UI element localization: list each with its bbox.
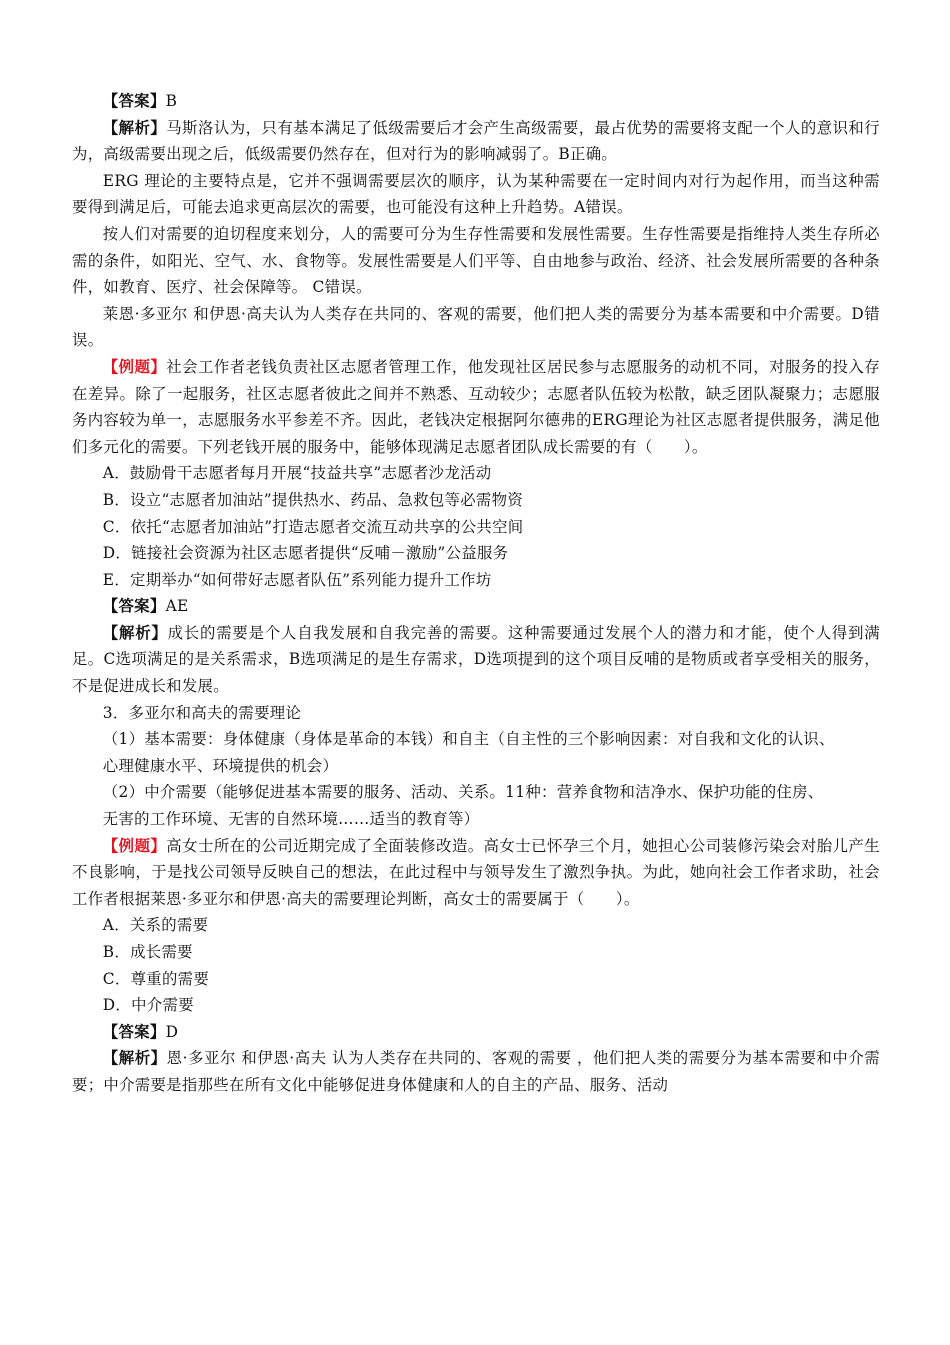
answer-value: D bbox=[165, 1022, 179, 1041]
example-1-stem bbox=[72, 354, 880, 460]
example-2-text: 高女士所在的公司近期完成了全面装修改造。高女士已怀孕三个月，她担心公司装修污染会对胎儿产生不良影响，于是找公司领导反映自己的想法，在此过程中与领导发生了激烈争执。为此，她向社会工作者求助，社会工作者根据莱恩·多亚尔和伊恩·高夫的需要理论判断，高女士的需要属于（ ）。 bbox=[72, 836, 880, 908]
analysis-text: 成长的需要是个人自我发展和自我完善的需要。这种需要通过发展个人的潜力和才能，使个人得到满足。C选项满足的是关系需求，B选项满足的是生存需求，D选项提到的这个项目反哺的是物质或者享受相关的服务，不是促进成长和发展。 bbox=[72, 623, 880, 696]
example-1-option-e: E．定期举办“如何带好志愿者队伍”系列能力提升工作坊 bbox=[102, 570, 492, 589]
example-1-option-d: D．链接社会资源为社区志愿者提供“反哺－激励”公益服务 bbox=[102, 544, 509, 563]
need-urgency-paragraph: 按人们对需要的迫切程度来划分，人的需要可分为生存性需要和发展性需要。生存性需要是指维持人类生存所必需的条件，如阳光、空气、水、食物等。发展性需要是人们平等、自由地参与政治、经济、社会发展所需要的各种条件，如教育、医疗、社会保障等。 C错误。 bbox=[72, 224, 880, 297]
example-1-option-c: C．依托“志愿者加油站”打造志愿者交流互动共享的公共空间 bbox=[102, 517, 524, 536]
analysis-paragraph-2 bbox=[72, 620, 880, 700]
doyal-gough-paragraph: 莱恩·多亚尔 和伊恩·高夫认为人类存在共同的、客观的需要，他们把人类的需要分为基本需要和中介需要。D错误。 bbox=[72, 304, 880, 350]
example-2-option-c: C．尊重的需要 bbox=[102, 969, 210, 988]
answer-value: AE bbox=[165, 597, 189, 616]
section-3-item-1: （1）基本需要：身体健康（身体是革命的本钱）和自主（自主性的三个影响因素：对自我和文化的认识、 bbox=[102, 730, 835, 749]
example-1-text: 社会工作者老钱负责社区志愿者管理工作，他发现社区居民参与志愿服务的动机不同，对服务的投入存在差异。除了一起服务，社区志愿者彼此之间并不熟悉、互动较少；志愿者队伍较为松散，缺乏团队凝聚力；志愿服务内容较为单一，志愿服务水平参差不齐。因此，老钱决定根据阿尔德弗的ERG理论为社区志愿者提供服务，满足他们多元化的需要。下列老钱开展的服务中，能够体现满足志愿者团队成长需要的有（ ）。 bbox=[72, 357, 880, 456]
analysis-paragraph-1 bbox=[72, 115, 880, 168]
analysis-label: 【解析】 bbox=[102, 1049, 167, 1068]
section-3-heading: 3．多亚尔和高夫的需要理论 bbox=[102, 703, 302, 722]
answer-label: 【答案】 bbox=[102, 92, 166, 110]
erg-paragraph: ERG 理论的主要特点是，它并不强调需要层次的顺序，认为某种需要在一定时间内对行为起作用，而当这种需要得到满足后，可能去追求更高层次的需要，也可能没有这种上升趋势。A错误。 bbox=[72, 171, 880, 217]
example-2-option-a: A．关系的需要 bbox=[102, 916, 209, 935]
section-3-item-2-cont: 无害的工作环境、无害的自然环境……适当的教育等） bbox=[102, 810, 480, 829]
analysis-text: 恩·多亚尔 和伊恩·高夫 认为人类存在共同的、客观的需要 ，他们把人类的需要分为基本需要和中介需要；中介需要是指那些在所有文化中能够促进身体健康和人的自主的产品、服务、活动 bbox=[72, 1049, 880, 1094]
answer-line-2 bbox=[72, 593, 880, 620]
example-1-option-b: B．设立“志愿者加油站”提供热水、药品、急救包等必需物资 bbox=[102, 490, 524, 509]
analysis-paragraph-3 bbox=[72, 1045, 880, 1098]
section-3-item-1-cont: 心理健康水平、环境提供的机会） bbox=[102, 756, 339, 775]
answer-line-3 bbox=[72, 1019, 880, 1046]
answer-label: 【答案】 bbox=[102, 1022, 166, 1041]
example-label: 【例题】 bbox=[102, 357, 167, 376]
answer-line-1 bbox=[72, 88, 880, 115]
answer-label: 【答案】 bbox=[102, 597, 166, 616]
section-3-item-2: （2）中介需要（能够促进基本需要的服务、活动、关系。11种：营养食物和洁净水、保护功能的住房、 bbox=[102, 783, 824, 802]
analysis-label: 【解析】 bbox=[102, 118, 167, 137]
example-1-option-a: A．鼓励骨干志愿者每月开展“技益共享”志愿者沙龙活动 bbox=[102, 464, 492, 483]
analysis-text: 马斯洛认为，只有基本满足了低级需要后才会产生高级需要，最占优势的需要将支配一个人的意识和行为，高级需要出现之后，低级需要仍然存在，但对行为的影响减弱了。B正确。 bbox=[72, 118, 880, 164]
example-2-stem bbox=[72, 833, 880, 913]
analysis-label: 【解析】 bbox=[102, 623, 168, 642]
example-2-option-d: D．中介需要 bbox=[102, 996, 194, 1015]
answer-value: B bbox=[165, 92, 178, 110]
example-2-option-b: B．成长需要 bbox=[102, 943, 193, 961]
example-label: 【例题】 bbox=[102, 836, 167, 855]
